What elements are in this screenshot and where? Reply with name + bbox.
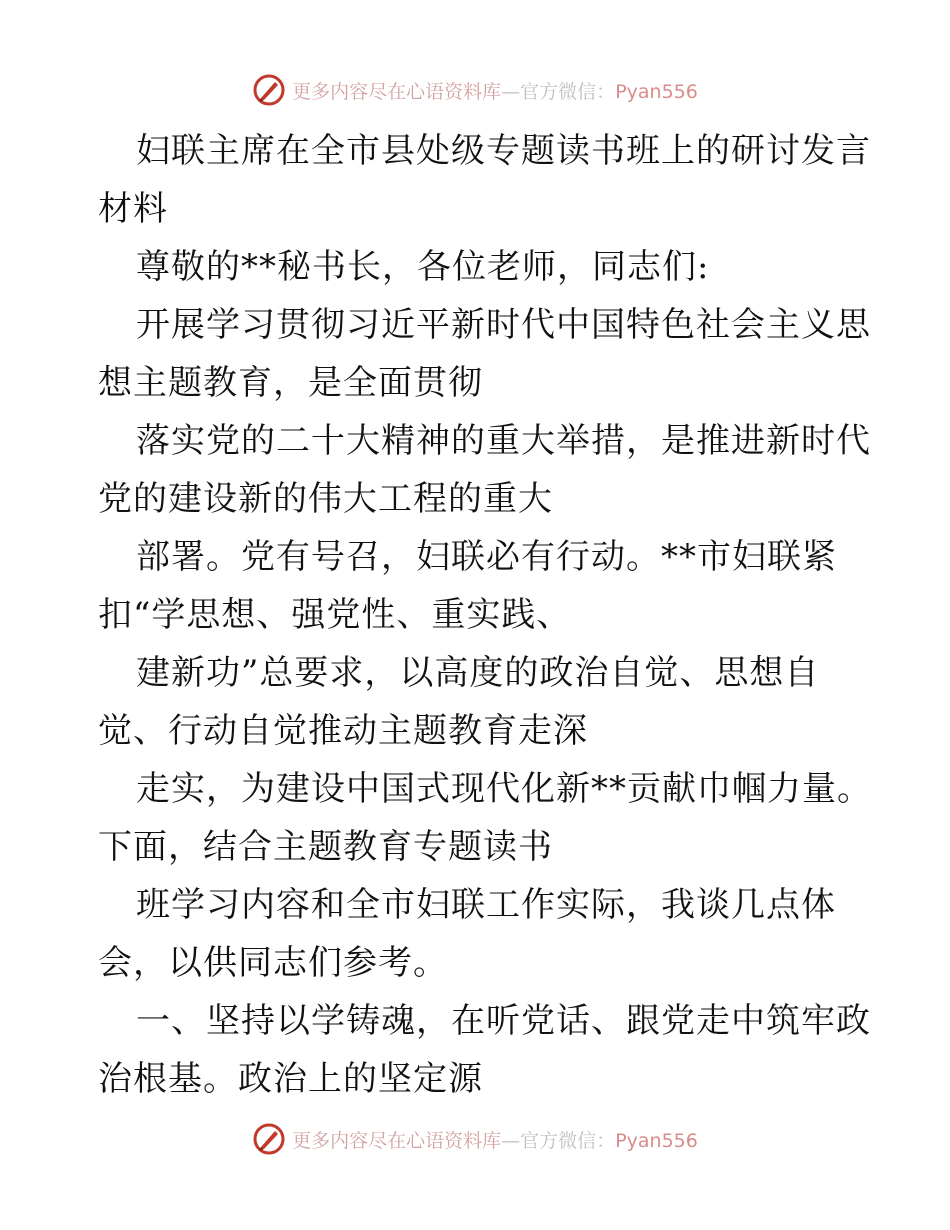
paragraph-line: 走实，为建设中国式现代化新**贡献巾帼力量。 [136, 769, 872, 809]
watermark-brand: 更多内容尽在心语资料库 [292, 1129, 502, 1152]
paragraph-line: 党的建设新的伟大工程的重大 [98, 479, 553, 519]
watermark-dash: — [501, 80, 521, 103]
salutation: 尊敬的**秘书长，各位老师，同志们: [136, 247, 710, 287]
paragraph-line: 建新功”总要求，以高度的政治自觉、思想自 [136, 653, 820, 693]
watermark-wechat-id: Pyan556 [615, 80, 698, 103]
paragraph-line: 下面，结合主题教育专题读书 [98, 827, 553, 867]
watermark-text [292, 77, 698, 104]
watermark-wechat-id: Pyan556 [615, 1129, 698, 1152]
paragraph-line: 部署。党有号召，妇联必有行动。**市妇联紧 [136, 537, 837, 577]
paragraph-line: 开展学习贯彻习近平新时代中国特色社会主义思 [136, 305, 871, 345]
paragraph-line: 落实党的二十大精神的重大举措，是推进新时代 [136, 421, 871, 461]
paragraph-line: 班学习内容和全市妇联工作实际，我谈几点体 [136, 885, 836, 925]
watermark-official: 官方微信： [520, 80, 616, 103]
document-body [98, 122, 872, 1108]
watermark-brand: 更多内容尽在心语资料库 [292, 80, 502, 103]
watermark-dash: — [501, 1129, 521, 1152]
watermark-text [292, 1126, 698, 1153]
watermark-official: 官方微信： [520, 1129, 616, 1152]
paragraph-line: 想主题教育，是全面贯彻 [98, 363, 483, 403]
paragraph-line: 扣“学思想、强党性、重实践、 [98, 595, 572, 635]
paragraph-line: 会，以供同志们参考。 [98, 943, 448, 983]
title-line: 妇联主席在全市县处级专题读书班上的研讨发言 [136, 131, 871, 171]
watermark-header [0, 70, 950, 110]
watermark-footer [0, 1119, 950, 1159]
paragraph-line: 觉、行动自觉推动主题教育走深 [98, 711, 588, 751]
quill-logo-icon [252, 73, 286, 107]
section-heading-line: 一、坚持以学铸魂，在听党话、跟党走中筑牢政 [136, 1001, 871, 1041]
section-heading-line-cont: 治根基。政治上的坚定源 [98, 1059, 483, 1099]
title-line-cont: 材料 [98, 189, 168, 229]
quill-logo-icon [252, 1122, 286, 1156]
